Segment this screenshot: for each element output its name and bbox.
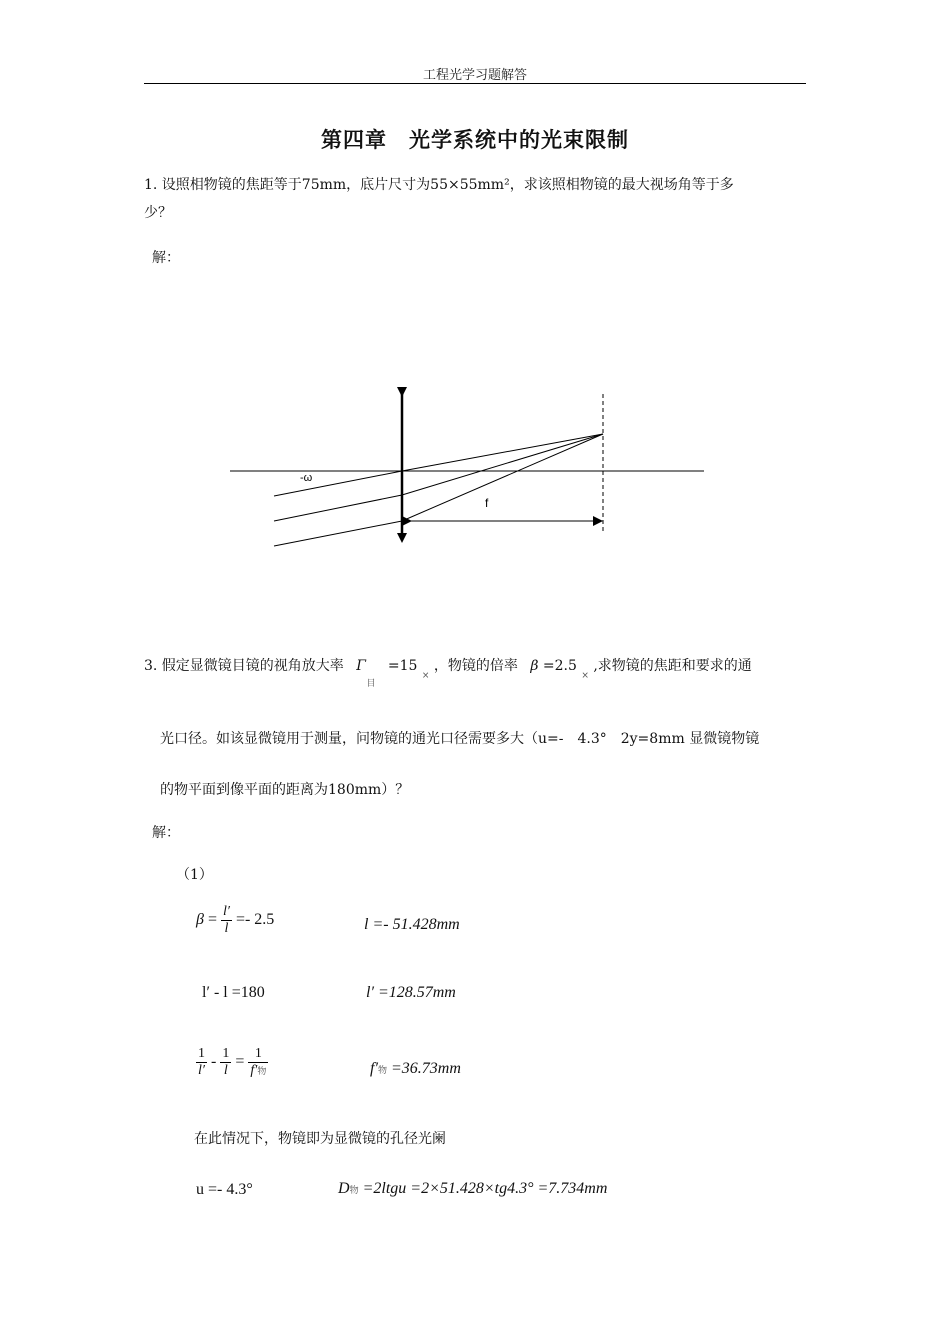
- beta-value: =2.5: [542, 658, 577, 674]
- question-3-line-1: [144, 655, 752, 689]
- eq1-result: l =- 51.428mm: [364, 916, 460, 933]
- solution-label-1: 解：: [152, 250, 180, 266]
- eq3-result-f: f′: [370, 1060, 378, 1077]
- angle-label: -ω: [300, 472, 313, 484]
- solution-label-3: 解：: [152, 825, 180, 841]
- equation-2: l′ - l =180: [202, 984, 265, 1001]
- eq3-result-value: =36.73mm: [390, 1060, 461, 1077]
- q3-text-a: 3. 假定显微镜目镜的视角放大率: [144, 658, 344, 674]
- eq3-fraction-1: [196, 1046, 207, 1079]
- q3-text-b: ，物镜的倍率: [433, 658, 518, 674]
- ray-3-incident: [274, 521, 402, 546]
- question-3-line-3: 的物平面到像平面的距离为180mm）？: [160, 782, 410, 798]
- part-label: （1）: [176, 867, 213, 883]
- ray-2-incident: [274, 495, 402, 521]
- ray-2-refracted: [402, 434, 603, 495]
- eq3-result-sub: 物: [377, 1065, 387, 1075]
- optics-diagram: [220, 380, 720, 550]
- eq4-rhs: =2ltgu =2×51.428×tg4.3° =7.734mm: [362, 1180, 608, 1197]
- eq1-denominator: l: [224, 921, 229, 936]
- eq1-fraction: [221, 904, 232, 937]
- eq4-left: u =- 4.3°: [196, 1181, 253, 1198]
- eq4-D-sub: 物: [349, 1185, 359, 1195]
- eq3-den-3-sub: 物: [257, 1066, 267, 1076]
- q3-text-c: ,求物镜的焦距和要求的通: [593, 658, 752, 674]
- page-header: 工程光学习题解答: [422, 68, 527, 83]
- gamma-symbol: Γ: [356, 658, 366, 674]
- beta-times: ×: [581, 671, 589, 681]
- gamma-value: =15: [387, 658, 418, 674]
- question-3-line-2: 光口径。如该显微镜用于测量，问物镜的通光口径需要多大（u=- 4.3° 2y=8mm 显微镜物镜: [160, 731, 760, 747]
- eq1-rhs: =- 2.5: [235, 911, 275, 929]
- eq1-beta: β: [196, 911, 204, 929]
- chapter-title: 第四章 光学系统中的光束限制: [321, 128, 629, 152]
- eq3-den-3: [248, 1063, 268, 1079]
- gamma-times: ×: [421, 671, 430, 681]
- equation-1: β = $\frac{l'}{l}$ =- 2.5: [196, 904, 275, 936]
- eq3-den-3-f: f′: [250, 1063, 258, 1078]
- eq3-num-1: 1: [198, 1046, 205, 1061]
- eq3-fraction-2: [220, 1046, 231, 1079]
- eq3-den-1: l′: [198, 1063, 205, 1078]
- beta-symbol: β: [530, 658, 539, 674]
- eq3-result: [370, 1060, 461, 1078]
- question-1-line-1: 1. 设照相物镜的焦距等于75mm，底片尺寸为55×55mm²，求该照相物镜的最大视场角等于多: [144, 177, 734, 193]
- eq3-fraction-3: [248, 1046, 268, 1079]
- focal-label: f: [485, 496, 489, 510]
- eq3-den-2: l: [223, 1063, 228, 1078]
- eq3-num-3: 1: [248, 1046, 268, 1063]
- ray-3-refracted: [402, 434, 603, 521]
- gamma-subscript: 目: [366, 679, 376, 689]
- equation-3: $\frac{1}{l'}$ - $\frac{1}{l}$ = $\frac{1}{\text{f′物}}$: [198, 1046, 267, 1078]
- eq4-right: [338, 1180, 607, 1198]
- header-rule: [144, 83, 806, 84]
- eq3-num-2: 1: [222, 1046, 230, 1061]
- ray-1-incident: [274, 471, 402, 496]
- eq4-D: D: [338, 1180, 350, 1197]
- aperture-note: 在此情况下，物镜即为显微镜的孔径光阑: [194, 1131, 446, 1147]
- eq1-numerator: l′: [223, 904, 230, 919]
- ray-1-refracted: [402, 434, 603, 471]
- eq2-result: l′ =128.57mm: [366, 984, 456, 1001]
- question-1-line-2: 少？: [144, 205, 172, 221]
